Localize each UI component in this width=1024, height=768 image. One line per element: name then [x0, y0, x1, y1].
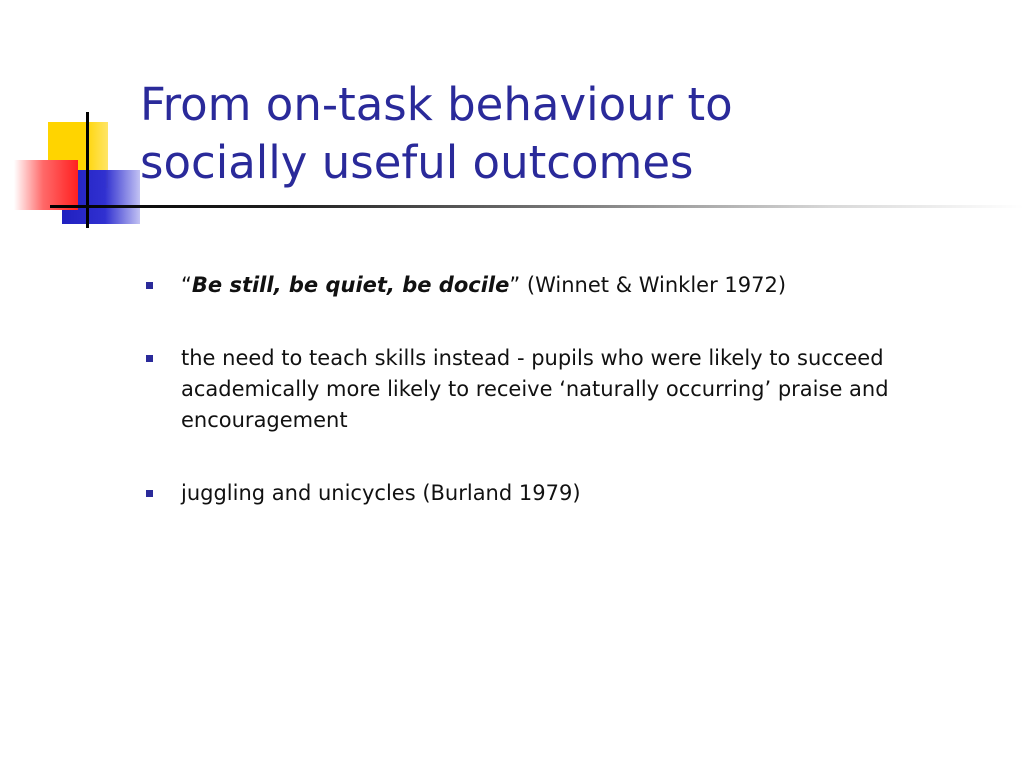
vertical-rule-decoration	[86, 112, 89, 228]
close-quote: ”	[509, 273, 521, 297]
slide-title-line-2: socially useful outcomes	[140, 136, 694, 189]
slide-title-line-1: From on-task behaviour to	[140, 78, 733, 131]
bullet-text: the need to teach skills instead - pupils who were likely to succeed academically more likely to receive ‘naturally occurring’ praise and encouragement	[181, 346, 889, 432]
quote-citation: (Winnet & Winkler 1972)	[520, 273, 787, 297]
open-quote: “	[181, 273, 192, 297]
bullet-text: juggling and unicycles (Burland 1979)	[181, 481, 581, 505]
bullet-list	[146, 270, 946, 551]
bullet-item-skills	[146, 343, 946, 436]
red-square-decoration	[14, 160, 78, 210]
square-bullet-icon	[146, 282, 153, 289]
title-underline-rule	[50, 205, 1024, 208]
bullet-item-quote	[146, 270, 946, 301]
square-bullet-icon	[146, 355, 153, 362]
square-bullet-icon	[146, 490, 153, 497]
slide-title	[140, 76, 1000, 192]
quote-emphasis: Be still, be quiet, be docile	[191, 273, 510, 297]
bullet-item-juggling	[146, 478, 946, 509]
